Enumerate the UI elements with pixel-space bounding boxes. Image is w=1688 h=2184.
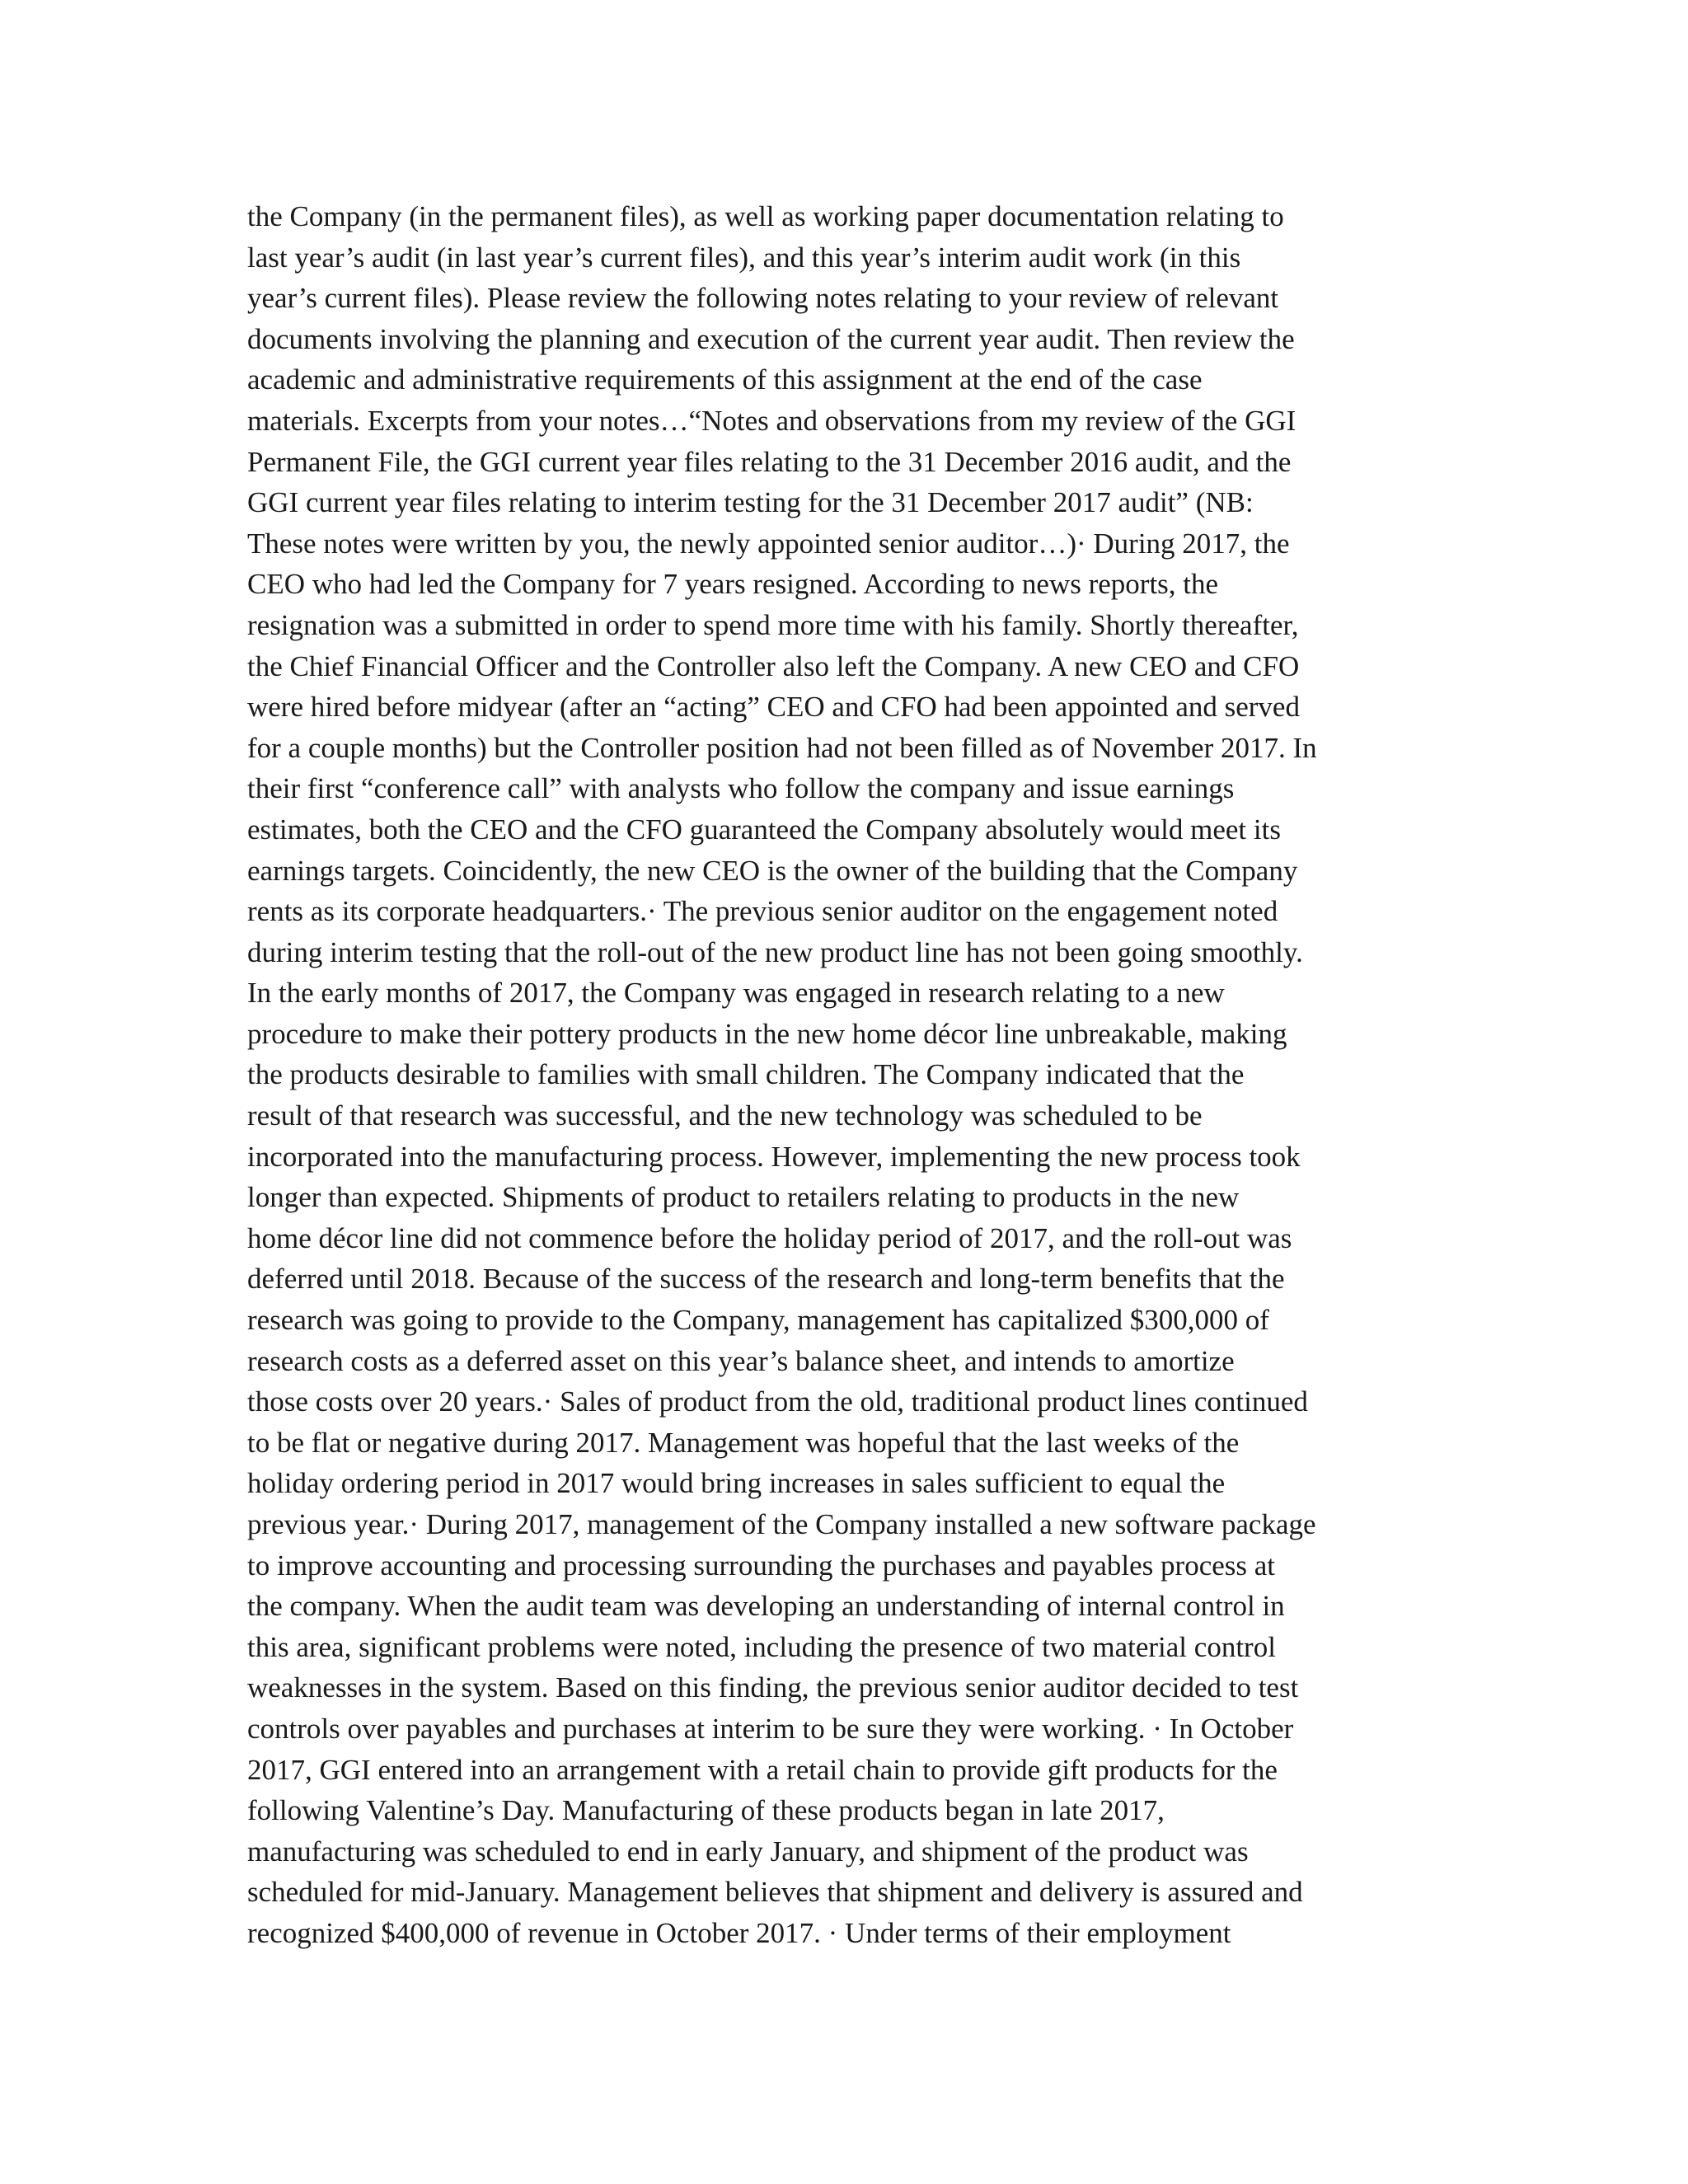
text-line: 2017, GGI entered into an arrangement with a retail chain to provide gift products for the (247, 1753, 1278, 1786)
text-line: the Company (in the permanent files), as well as working paper documentation relating to (247, 200, 1284, 232)
text-line: recognized $400,000 of revenue in October 2017. · Under terms of their employment (247, 1916, 1231, 1949)
text-line: estimates, both the CEO and the CFO guaranteed the Company absolutely would meet its (247, 813, 1281, 846)
body-text (247, 196, 1467, 1954)
text-line: the company. When the audit team was developing an understanding of internal control in (247, 1590, 1285, 1623)
text-line: those costs over 20 years.· Sales of product from the old, traditional product lines continued (247, 1385, 1308, 1418)
text-line: during interim testing that the roll-out of the new product line has not been going smoothly. (247, 935, 1303, 968)
text-line: were hired before midyear (after an “acting” CEO and CFO had been appointed and served (247, 691, 1300, 724)
text-line: scheduled for mid-January. Management believes that shipment and delivery is assured and (247, 1876, 1303, 1909)
text-line: academic and administrative requirements of this assignment at the end of the case (247, 363, 1203, 396)
text-line: this area, significant problems were noted, including the presence of two material control (247, 1630, 1276, 1663)
text-line: longer than expected. Shipments of product to retailers relating to products in the new (247, 1181, 1240, 1214)
text-line: Permanent File, the GGI current year files relating to the 31 December 2016 audit, and the (247, 445, 1292, 478)
text-line: home décor line did not commence before the holiday period of 2017, and the roll-out was (247, 1221, 1292, 1254)
text-line: In the early months of 2017, the Company was engaged in research relating to a new (247, 977, 1225, 1010)
text-line: weaknesses in the system. Based on this finding, the previous senior auditor decided to test (247, 1671, 1299, 1704)
text-line: rents as its corporate headquarters.· The previous senior auditor on the engagement noted (247, 895, 1278, 928)
text-line: GGI current year files relating to interim testing for the 31 December 2017 audit” (NB: (247, 486, 1254, 519)
text-line: for a couple months) but the Controller position had not been filled as of November 2017. In (247, 731, 1317, 764)
text-line: research costs as a deferred asset on this year’s balance sheet, and intends to amortize (247, 1344, 1235, 1377)
text-line: the Chief Financial Officer and the Controller also left the Company. A new CEO and CFO (247, 649, 1300, 682)
text-line: procedure to make their pottery products in the new home décor line unbreakable, making (247, 1017, 1287, 1050)
text-line: documents involving the planning and execution of the current year audit. Then review the (247, 322, 1295, 355)
text-line: the products desirable to families with small children. The Company indicated that the (247, 1058, 1245, 1091)
text-line: their first “conference call” with analysts who follow the company and issue earnings (247, 772, 1235, 805)
text-line: to improve accounting and processing surrounding the purchases and payables process at (247, 1549, 1276, 1582)
text-line: result of that research was successful, and the new technology was scheduled to be (247, 1099, 1203, 1132)
text-line: year’s current files). Please review the following notes relating to your review of relevant (247, 282, 1279, 315)
text-line: holiday ordering period in 2017 would bring increases in sales sufficient to equal the (247, 1467, 1226, 1500)
text-line: CEO who had led the Company for 7 years resigned. According to news reports, the (247, 568, 1219, 601)
text-line: deferred until 2018. Because of the success of the research and long-term benefits that the (247, 1263, 1285, 1296)
text-line: resignation was a submitted in order to spend more time with his family. Shortly thereafter, (247, 608, 1299, 641)
text-line: to be flat or negative during 2017. Management was hopeful that the last weeks of the (247, 1426, 1240, 1459)
text-line: previous year.· During 2017, management of the Company installed a new software package (247, 1508, 1316, 1540)
text-line: materials. Excerpts from your notes…“Notes and observations from my review of the GGI (247, 404, 1296, 437)
text-line: manufacturing was scheduled to end in early January, and shipment of the product was (247, 1835, 1249, 1868)
text-line: last year’s audit (in last year’s current files), and this year’s interim audit work (in this (247, 241, 1241, 274)
text-line: following Valentine’s Day. Manufacturing of these products began in late 2017, (247, 1794, 1165, 1827)
text-line: controls over payables and purchases at interim to be sure they were working. · In October (247, 1712, 1294, 1745)
text-line: incorporated into the manufacturing process. However, implementing the new process took (247, 1140, 1301, 1173)
text-line: research was going to provide to the Company, management has capitalized $300,000 of (247, 1304, 1269, 1337)
text-line: These notes were written by you, the newly appointed senior auditor…)· During 2017, the (247, 527, 1290, 560)
text-line: earnings targets. Coincidently, the new CEO is the owner of the building that the Company (247, 854, 1298, 887)
